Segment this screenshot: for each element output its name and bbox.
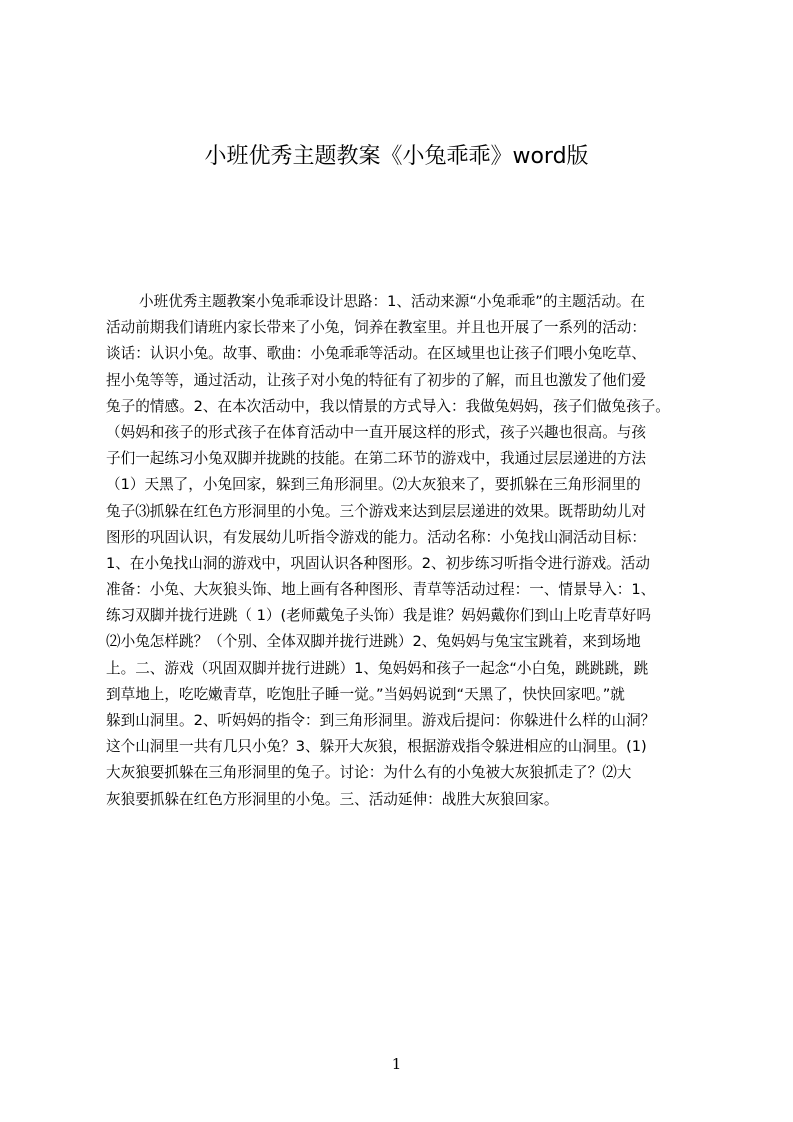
body-line: 这个山洞里一共有几只小兔？3、躲开大灰狼，根据游戏指令躲进相应的山洞里。(1) [106,738,647,756]
body-line: 兔子的情感。2、在本次活动中，我以情景的方式导入：我做兔妈妈，孩子们做兔孩子。 [106,397,670,415]
body-line: 捏小兔等等，通过活动，让孩子对小兔的特征有了初步的了解，而且也激发了他们爱 [106,371,646,389]
body-line: 图形的巩固认识，有发展幼儿听指令游戏的能力。活动名称：小兔找山洞活动目标： [106,528,646,546]
body-line: 小班优秀主题教案小兔乖乖设计思路：1、活动来源“小兔乖乖”的主题活动。在 [139,293,646,310]
body-line: 1、在小兔找山洞的游戏中，巩固认识各种图形。2、初步练习听指令进行游戏。活动 [106,554,650,572]
body-line: 躲到山洞里。2、听妈妈的指令：到三角形洞里。游戏后提问：你躲进什么样的山洞？ [106,712,656,729]
body-line: 灰狼要抓躲在红色方形洞里的小兔。三、活动延伸：战胜大灰狼回家。 [106,790,559,808]
body-line: 活动前期我们请班内家长带来了小兔，饲养在教室里。并且也开展了一系列的活动： [106,319,646,337]
body-line: 兔子⑶抓躲在红色方形洞里的小兔。三个游戏来达到层层递进的效果。既帮助幼儿对 [106,502,646,520]
body-line: 练习双脚并拢行进跳（ 1）(老师戴兔子头饰）我是谁？妈妈戴你们到山上吃青草好吗 [106,607,651,625]
page-number: 1 [391,1055,402,1073]
body-line: （1）天黑了，小兔回家，躲到三角形洞里。⑵大灰狼来了，要抓躲在三角形洞里的 [106,476,641,494]
body-line: ⑵小兔怎样跳？（个别、全体双脚并拢行进跳）2、兔妈妈与兔宝宝跳着，来到场地 [106,633,641,651]
body-line: 子们一起练习小兔双脚并拢跳的技能。在第二环节的游戏中，我通过层层递进的方法 [106,450,646,468]
body-line: （妈妈和孩子的形式孩子在体育活动中一直开展这样的形式，孩子兴趣也很高。与孩 [106,423,646,441]
body-line: 上。二、游戏（巩固双脚并拢行进跳）1、兔妈妈和孩子一起念“小白兔，跳跳跳，跳 [106,659,649,677]
document-body [106,289,698,813]
body-line: 到草地上，吃吃嫩青草，吃饱肚子睡一觉。”当妈妈说到“天黑了，快快回家吧。”就 [106,685,625,703]
body-line: 谈话：认识小兔。故事、歌曲：小兔乖乖等活动。在区域里也让孩子们喂小兔吃草、 [106,345,646,363]
body-line: 准备：小兔、大灰狼头饰、地上画有各种图形、青草等活动过程：一、情景导入：1、 [106,581,656,599]
document-title: 小班优秀主题教案《小兔乖乖》word版 [204,144,589,169]
body-line: 大灰狼要抓躲在三角形洞里的兔子。讨论：为什么有的小兔被大灰狼抓走了？⑵大 [106,764,632,782]
